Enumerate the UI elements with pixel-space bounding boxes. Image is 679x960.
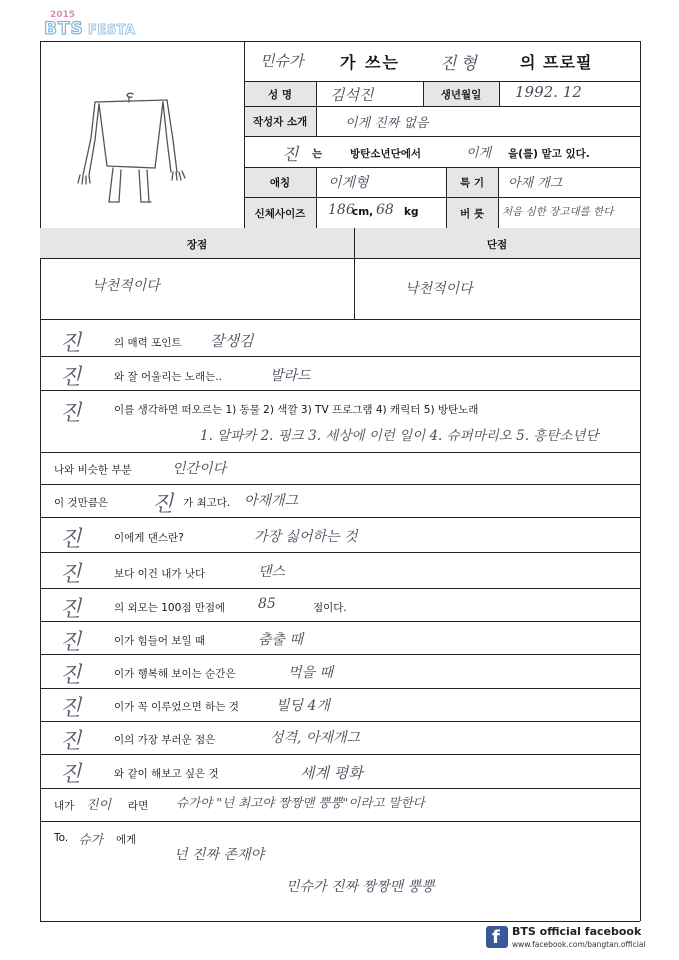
q5-jin: 진	[152, 492, 174, 517]
nickname-value: 이게형	[328, 175, 369, 191]
q14-mid: 라면	[128, 800, 149, 812]
name-label: 성 명	[268, 89, 292, 101]
cm-unit: cm,	[352, 206, 374, 218]
height-value: 186	[328, 202, 355, 218]
role-suffix: 을(를) 맡고 있다.	[508, 148, 590, 160]
skill-label: 특 기	[460, 177, 484, 189]
q10-jin: 진	[60, 663, 82, 688]
q11-answer: 빌딩 4개	[276, 698, 330, 714]
q4-answer: 인간이다	[172, 461, 227, 477]
pros-value: 낙천적이다	[92, 278, 160, 294]
q3-jin: 진	[60, 401, 82, 426]
letter-line-1: 넌 진짜 존재야	[174, 847, 265, 863]
nickname-label: 애칭	[269, 177, 291, 189]
facebook-badge	[486, 924, 646, 954]
role-label: 방탄소년단에서	[350, 148, 422, 160]
q14-answer: 슈가야 "넌 최고야 짱짱맨 뿡뿡"이라고 말한다	[176, 795, 425, 810]
q8-answer: 85	[258, 596, 276, 612]
q10-text: 이가 행복해 보이는 순간은	[114, 668, 236, 680]
q9-answer: 춤출 때	[258, 632, 304, 648]
birth-value: 1992. 12	[515, 83, 582, 101]
q10-answer: 먹을 때	[288, 665, 334, 681]
facebook-url: www.facebook.com/bangtan.official	[512, 940, 646, 949]
q11-text: 이가 꼭 이루었으면 하는 것	[114, 701, 239, 713]
q8-suffix: 점이다.	[313, 602, 347, 614]
size-label: 신체사이즈	[254, 208, 306, 220]
q13-jin: 진	[60, 762, 82, 787]
q11-jin: 진	[60, 696, 82, 721]
role-jin: 진	[282, 145, 299, 165]
q13-answer: 세계 평화	[300, 764, 363, 782]
q7-jin: 진	[60, 562, 82, 587]
q5-post: 가 최고다.	[183, 497, 231, 509]
habit-value: 처음 심한 장고대를 한다	[502, 206, 614, 218]
q6-jin: 진	[60, 527, 82, 552]
habit-label: 버 릇	[460, 208, 484, 220]
to-name: 슈가	[78, 833, 104, 848]
to-suffix: 에게	[116, 834, 137, 846]
intro-label: 작성자 소개	[252, 116, 308, 128]
stick-figure-drawing	[55, 80, 215, 205]
skill-value: 아재 개그	[508, 176, 563, 191]
q3-text: 이를 생각하면 떠오르는 1) 동물 2) 색깔 3) TV 프로그램 4) 캐릭터 5) 방탄노래	[114, 404, 479, 416]
birth-label: 생년월일	[440, 89, 482, 101]
q5-pre: 이 것만큼은	[54, 497, 109, 509]
q12-text: 이의 가장 부러운 점은	[114, 734, 216, 746]
q8-jin: 진	[60, 597, 82, 622]
role-mid: 는	[312, 148, 323, 160]
title-subject: 진형	[440, 54, 481, 74]
pros-label: 장점	[186, 239, 208, 251]
q14-name: 진이	[86, 798, 112, 813]
bts-festa-logo	[42, 8, 162, 42]
q3-answer: 1. 알파카 2. 핑크 3. 세상에 이런 일이 4. 슈퍼마리오 5. 흥탄소년단	[200, 428, 599, 444]
name-value: 김석진	[330, 86, 374, 104]
facebook-title: BTS official facebook	[512, 925, 642, 938]
q5-answer: 아재개그	[244, 493, 299, 509]
q2-answer: 발라드	[270, 368, 311, 384]
cons-value: 낙천적이다	[405, 281, 473, 297]
kg-unit: kg	[404, 206, 419, 218]
q13-text: 와 같이 해보고 싶은 것	[114, 768, 219, 780]
q7-answer: 댄스	[258, 564, 286, 580]
facebook-icon: f	[486, 926, 508, 948]
q6-text: 이에게 댄스란?	[114, 532, 184, 544]
cons-label: 단점	[486, 239, 508, 251]
intro-value: 이게 진짜 없음	[345, 116, 429, 131]
q9-jin: 진	[60, 630, 82, 655]
to-label: To.	[54, 832, 69, 844]
q6-answer: 가장 싫어하는 것	[254, 529, 358, 545]
title-ga-sseuneun: 가 쓰는	[340, 53, 400, 72]
q2-text: 와 잘 어울리는 노래는..	[114, 371, 222, 383]
logo-bts: BTS	[44, 19, 84, 39]
q1-jin: 진	[60, 331, 82, 356]
role-value: 이게	[466, 146, 492, 161]
q1-answer: 잘생김	[210, 332, 254, 350]
q4-text: 나와 비슷한 부분	[54, 464, 132, 476]
logo-festa: FESTA	[88, 23, 136, 38]
q7-text: 보다 이건 내가 낫다	[114, 568, 206, 580]
logo-year: 2015	[50, 10, 76, 20]
q12-answer: 성격, 아재개그	[270, 730, 361, 746]
q8-text: 의 외모는 100점 만점에	[114, 602, 226, 614]
title-writer: 민슈가	[260, 52, 304, 70]
weight-value: 68	[376, 202, 394, 218]
q12-jin: 진	[60, 729, 82, 754]
q9-text: 이가 힘들어 보일 때	[114, 635, 206, 647]
letter-line-2: 민슈가 진짜 짱짱맨 뿡뿡	[286, 879, 435, 895]
q1-text: 의 매력 포인트	[114, 337, 182, 349]
title-profile: 의 프로필	[520, 53, 593, 72]
q14-pre: 내가	[54, 800, 75, 812]
q2-jin: 진	[60, 365, 82, 390]
